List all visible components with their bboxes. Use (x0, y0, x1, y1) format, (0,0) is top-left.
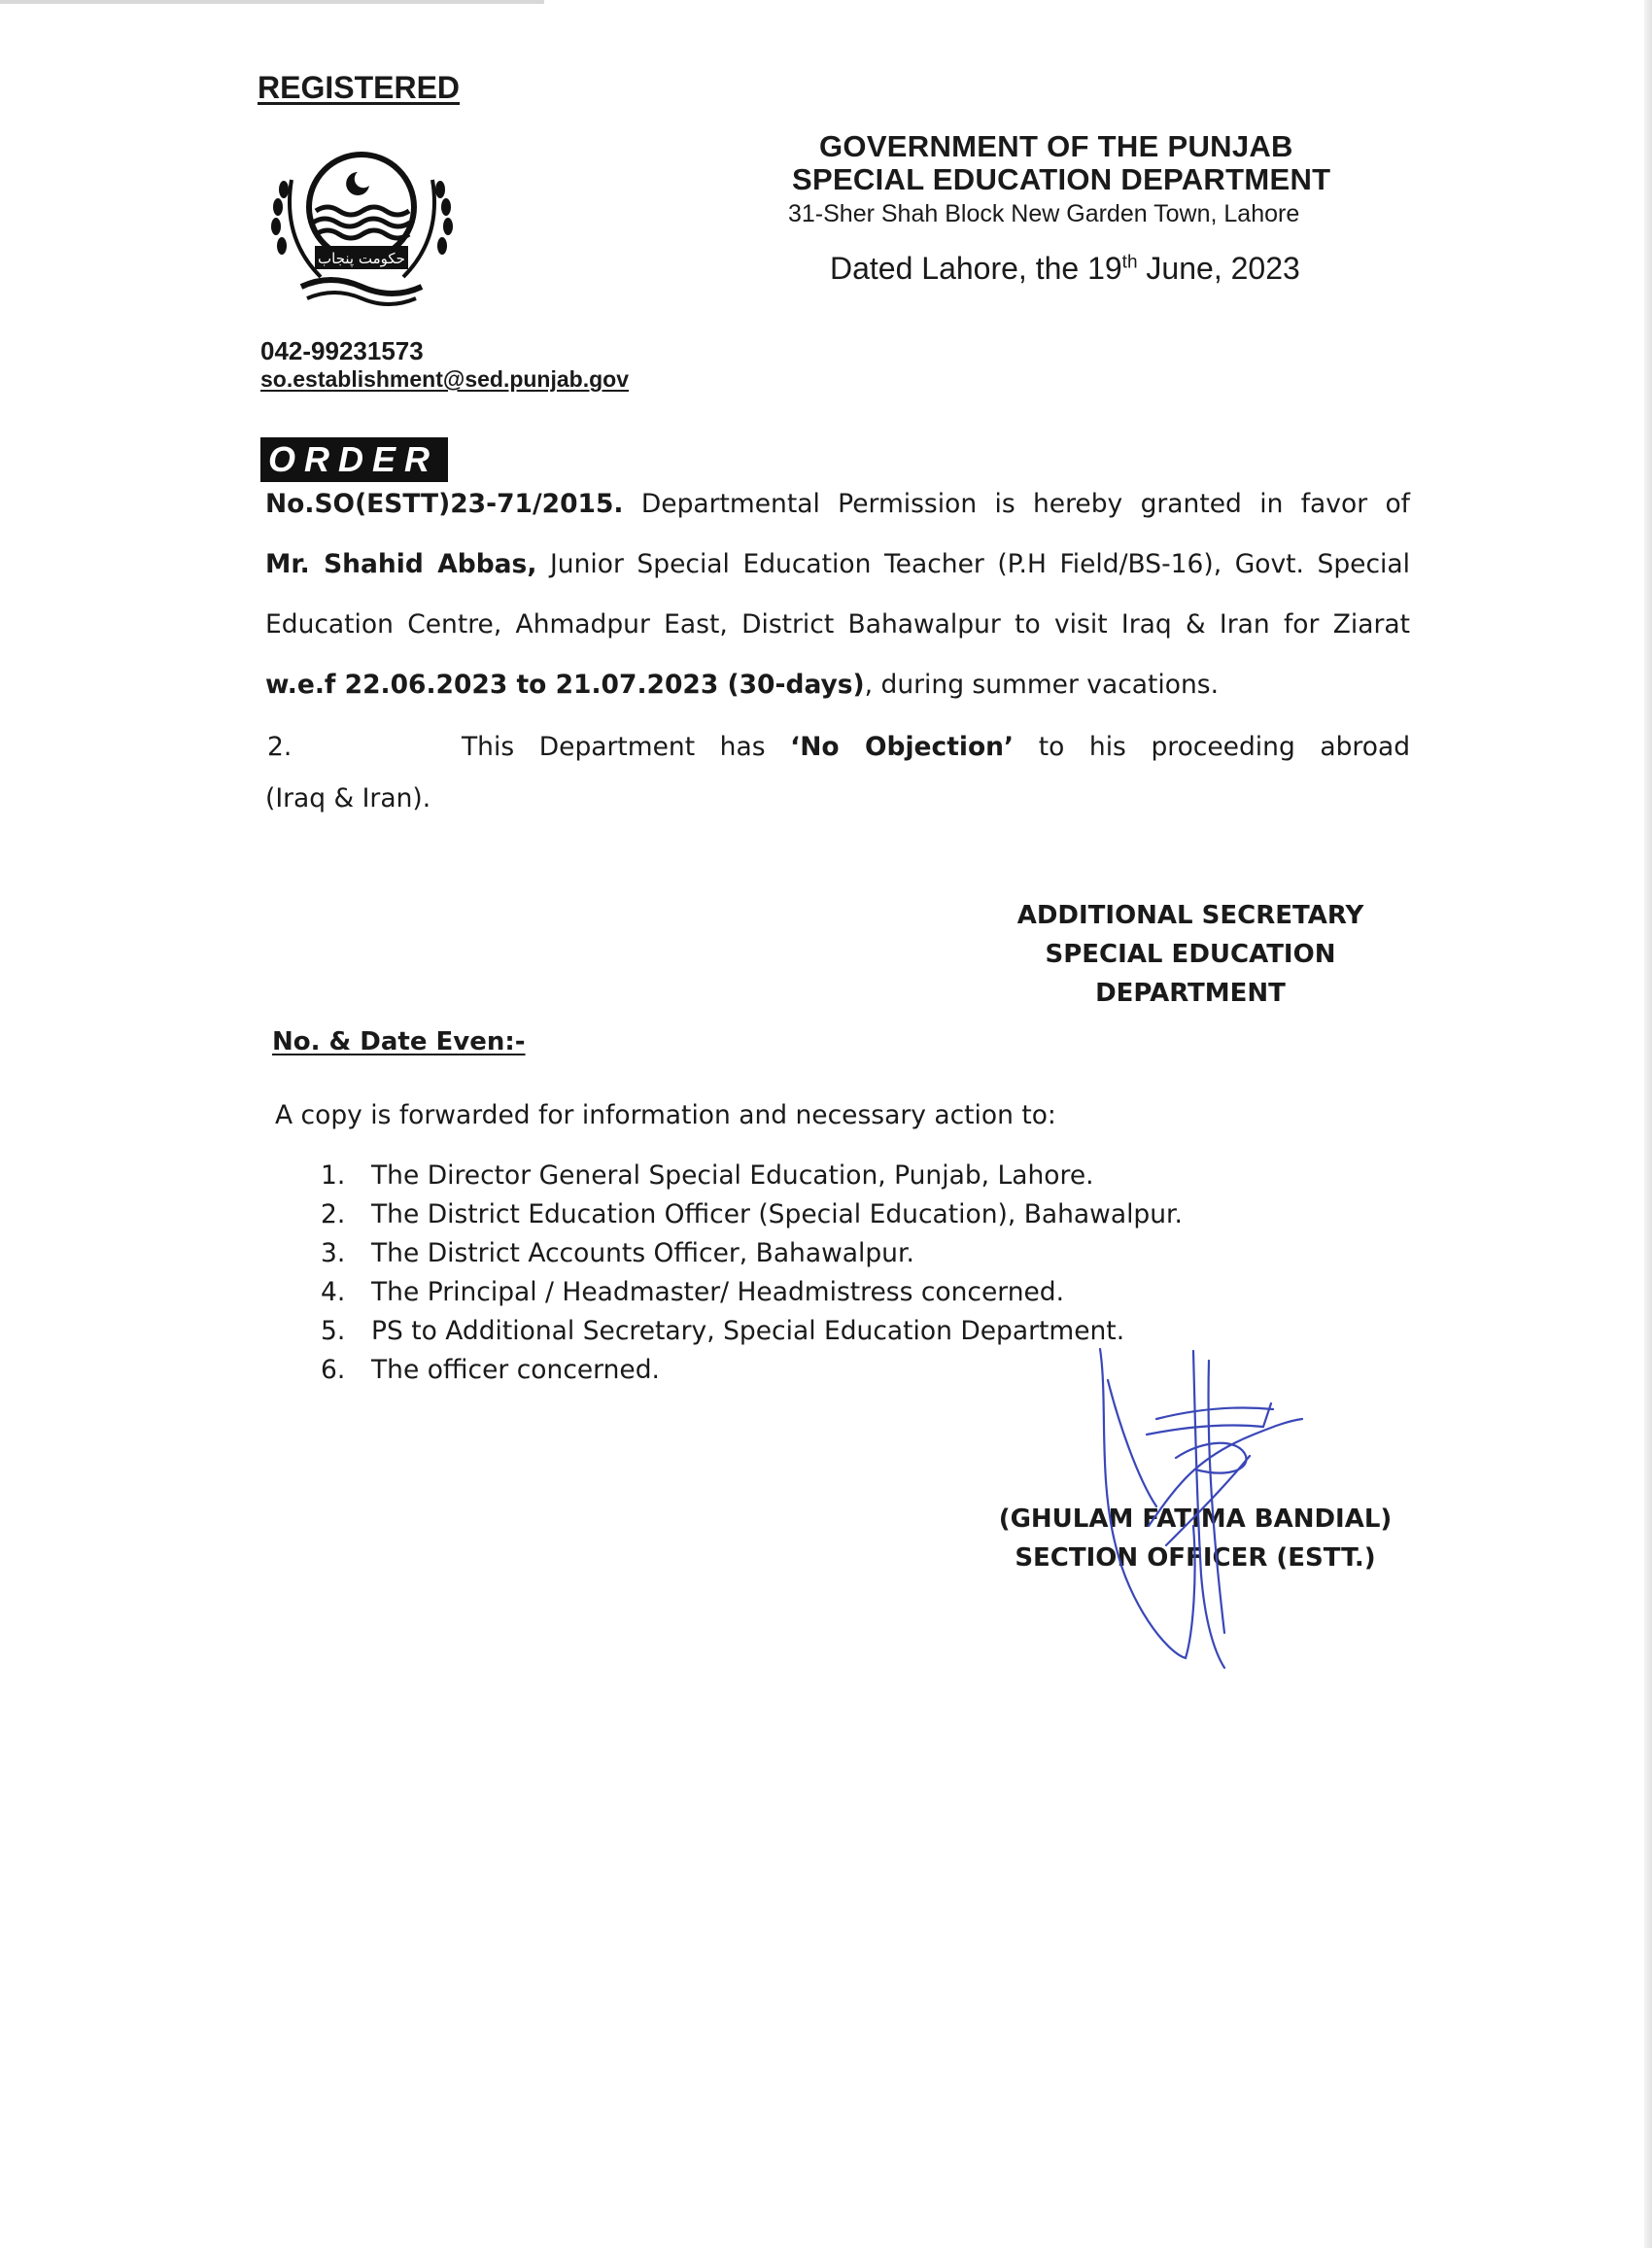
department-address: 31-Sher Shah Block New Garden Town, Lahore (788, 200, 1300, 227)
para2-line1 (462, 732, 1410, 762)
para1-line4-text: , during summer vacations. (864, 670, 1220, 700)
para1-line2-text: Junior Special Education Teacher (P.H Field/BS-16), Govt. Special (536, 549, 1410, 579)
copy-to-list (321, 1157, 1183, 1390)
scan-right-edge (1644, 0, 1652, 2248)
registered-label: REGISTERED (258, 70, 461, 105)
list-item-number: 4. (321, 1277, 346, 1307)
punjab-emblem-icon (262, 151, 462, 306)
date-month-year: June, 2023 (1137, 251, 1300, 286)
list-item-number: 3. (321, 1238, 346, 1268)
forward-text: A copy is forwarded for information and necessary action to: (275, 1100, 1056, 1130)
list-item (321, 1351, 1183, 1390)
svg-text:حکومت پنجاب: حکومت پنجاب (318, 250, 405, 267)
date-prefix: Dated Lahore, the 19 (830, 251, 1122, 286)
para1-line4 (265, 670, 1219, 700)
no-objection-phrase: ‘No Objection’ (790, 732, 1015, 762)
order-badge: ORDER (260, 437, 448, 482)
para2-number: 2. (267, 732, 293, 762)
list-item-text: PS to Additional Secretary, Special Education Department. (371, 1316, 1125, 1346)
para2-line2: (Iraq & Iran). (265, 783, 431, 813)
list-item (321, 1273, 1183, 1312)
list-item-text: The District Accounts Officer, Bahawalpur. (371, 1238, 914, 1268)
list-item (321, 1195, 1183, 1234)
phone-number: 042-99231573 (260, 336, 424, 365)
list-item-number: 5. (321, 1316, 346, 1346)
list-item-text: The District Education Officer (Special Education), Bahawalpur. (371, 1199, 1183, 1229)
signatory-line1: ADDITIONAL SECRETARY (1016, 901, 1364, 930)
email-address: so.establishment@sed.punjab.gov (260, 366, 629, 392)
order-ref-number: No.SO(ESTT)23-71/2015. (265, 489, 624, 519)
list-item (321, 1157, 1183, 1195)
list-item-number: 2. (321, 1199, 346, 1229)
list-item-text: The officer concerned. (371, 1355, 660, 1385)
scan-top-edge (0, 0, 544, 4)
leave-period: w.e.f 22.06.2023 to 21.07.2023 (30-days) (265, 670, 865, 700)
date-suffix-sup: th (1121, 252, 1138, 273)
para1-line1 (265, 489, 1410, 519)
list-item-number: 6. (321, 1355, 346, 1385)
para1-line1-text: Departmental Permission is hereby granted in favor of (623, 489, 1410, 519)
para2-text-a: This Department has (462, 732, 791, 762)
list-item (321, 1234, 1183, 1273)
officer-title: SECTION OFFICER (ESTT.) (1015, 1543, 1376, 1573)
list-item (321, 1312, 1183, 1351)
government-heading: GOVERNMENT OF THE PUNJAB (819, 129, 1293, 163)
signatory-designation (972, 896, 1409, 1013)
no-date-even-heading: No. & Date Even:- (272, 1027, 526, 1056)
para1-line2 (265, 549, 1410, 579)
signatory-line2: SPECIAL EDUCATION (1045, 940, 1336, 969)
list-item-text: The Principal / Headmaster/ Headmistress concerned. (371, 1277, 1065, 1307)
list-item-text: The Director General Special Education, Punjab, Lahore. (371, 1160, 1094, 1191)
officer-name: (GHULAM FATIMA BANDIAL) (998, 1504, 1393, 1534)
para2-text-b: to his proceeding abroad (1014, 732, 1411, 762)
department-heading: SPECIAL EDUCATION DEPARTMENT (792, 162, 1331, 196)
signatory-line3: DEPARTMENT (1095, 979, 1286, 1008)
list-item-number: 1. (321, 1160, 346, 1191)
teacher-name: Mr. Shahid Abbas, (265, 549, 537, 579)
issue-date (830, 251, 1300, 287)
para1-line3: Education Centre, Ahmadpur East, District Bahawalpur to visit Iraq & Iran for Ziarat (265, 609, 1410, 640)
handwritten-signature-icon (1079, 1341, 1312, 1672)
